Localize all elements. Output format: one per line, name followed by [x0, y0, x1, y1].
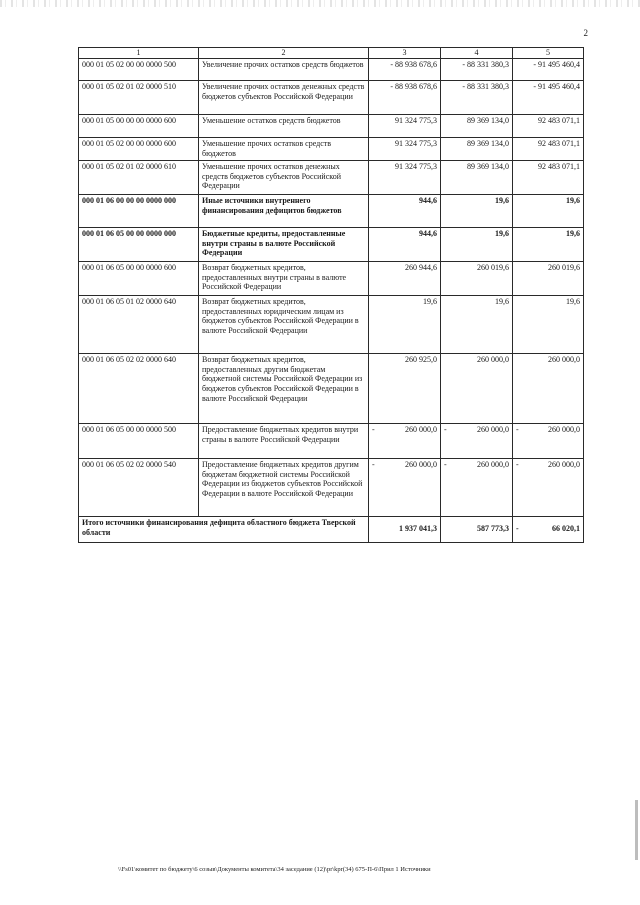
amount-value: 260 000,0: [548, 424, 580, 434]
source-name-cell: Предоставление бюджетных кредитов другим бюджетам бюджетной системы Российской Федерации из бюджетов субъектов Российской Федерации в валюте Российской Федерации: [199, 458, 369, 516]
header-col-2: 2: [199, 48, 369, 59]
budget-code-cell: 000 01 05 02 01 02 0000 610: [79, 160, 199, 194]
source-name-cell: Возврат бюджетных кредитов, предоставленных внутри страны в валюте Российской Федерации: [199, 261, 369, 295]
amount-cell: 260 944,6: [369, 261, 441, 295]
source-name-cell: Уменьшение прочих остатков денежных средств бюджетов субъектов Российской Федерации: [199, 160, 369, 194]
budget-code-cell: 000 01 06 05 00 00 0000 500: [79, 423, 199, 458]
amount-cell: 19,6: [513, 295, 584, 353]
amount-cell: 91 324 775,3: [369, 114, 441, 137]
amount-cell: 92 483 071,1: [513, 160, 584, 194]
source-name-cell: Иные источники внутреннего финансирования дефицитов бюджетов: [199, 194, 369, 227]
source-name-cell: Предоставление бюджетных кредитов внутри страны в валюте Российской Федерации: [199, 423, 369, 458]
amount-value: 260 000,0: [548, 459, 580, 469]
amount-cell: [513, 423, 584, 458]
amount-cell: 19,6: [441, 295, 513, 353]
budget-code-cell: 000 01 06 00 00 00 0000 000: [79, 194, 199, 227]
budget-code-cell: 000 01 05 02 00 00 0000 600: [79, 137, 199, 160]
amount-value: 260 000,0: [477, 459, 509, 469]
budget-code-cell: 000 01 06 05 00 00 0000 000: [79, 227, 199, 261]
amount-cell: [369, 423, 441, 458]
source-name-cell: Уменьшение прочих остатков средств бюджетов: [199, 137, 369, 160]
minus-sign: -: [372, 424, 375, 434]
amount-cell: 19,6: [369, 295, 441, 353]
amount-cell: 260 000,0: [441, 353, 513, 423]
amount-cell: 92 483 071,1: [513, 114, 584, 137]
amount-cell: [441, 423, 513, 458]
table-row: [79, 458, 584, 516]
amount-cell: 89 369 134,0: [441, 137, 513, 160]
table-row: [79, 261, 584, 295]
amount-cell: 944,6: [369, 227, 441, 261]
amount-cell: 19,6: [513, 194, 584, 227]
budget-code-cell: 000 01 06 05 02 02 0000 540: [79, 458, 199, 516]
amount-cell: - 91 495 460,4: [513, 58, 584, 80]
source-name-cell: Уменьшение остатков средств бюджетов: [199, 114, 369, 137]
amount-cell: 92 483 071,1: [513, 137, 584, 160]
amount-cell: 19,6: [513, 227, 584, 261]
amount-cell: 944,6: [369, 194, 441, 227]
amount-cell: 260 019,6: [441, 261, 513, 295]
budget-code-cell: 000 01 06 05 01 02 0000 640: [79, 295, 199, 353]
total-amount-value: 66 020,1: [552, 524, 580, 534]
total-amount-cell: [441, 516, 513, 542]
total-amount-cell: [369, 516, 441, 542]
budget-code-cell: 000 01 05 02 01 02 0000 510: [79, 80, 199, 114]
minus-sign: -: [372, 459, 375, 469]
amount-cell: [513, 458, 584, 516]
amount-cell: - 88 938 678,6: [369, 80, 441, 114]
total-amount-value: 1 937 041,3: [399, 524, 437, 534]
amount-cell: - 88 938 678,6: [369, 58, 441, 80]
table-row: [79, 137, 584, 160]
table-row: [79, 114, 584, 137]
amount-cell: - 91 495 460,4: [513, 80, 584, 114]
amount-cell: 260 019,6: [513, 261, 584, 295]
source-name-cell: Увеличение прочих остатков денежных средств бюджетов субъектов Российской Федерации: [199, 80, 369, 114]
total-amount-value: 587 773,3: [477, 524, 509, 534]
table-row: [79, 295, 584, 353]
total-amount-cell: [513, 516, 584, 542]
table-row: [79, 353, 584, 423]
minus-sign: -: [444, 459, 447, 469]
table-row: [79, 423, 584, 458]
budget-code-cell: 000 01 06 05 00 00 0000 600: [79, 261, 199, 295]
file-path-footer: \\Fs01\комитет по бюджету\6 созыв\Документы комитета\34 заседание (12)\pr\kpr(34) 675-П-6\Прил 1 Источники: [118, 866, 431, 873]
total-label: Итого источники финансирования дефицита областного бюджета Тверской области: [79, 516, 369, 542]
financing-sources-table: [78, 47, 584, 543]
table-row: [79, 58, 584, 80]
budget-code-cell: 000 01 05 02 00 00 0000 500: [79, 58, 199, 80]
amount-cell: 260 925,0: [369, 353, 441, 423]
amount-cell: 89 369 134,0: [441, 114, 513, 137]
source-name-cell: Возврат бюджетных кредитов, предоставленных другим бюджетам бюджетной системы Российской Федерации из бюджетов субъектов Российской Федерации в валюте Российской Федерации: [199, 353, 369, 423]
amount-cell: 91 324 775,3: [369, 137, 441, 160]
minus-sign: -: [516, 424, 519, 434]
total-row: [79, 516, 584, 542]
amount-cell: [441, 458, 513, 516]
scan-top-artifact: [0, 0, 640, 7]
table-row: [79, 227, 584, 261]
table-row: [79, 80, 584, 114]
table-row: [79, 194, 584, 227]
source-name-cell: Увеличение прочих остатков средств бюджетов: [199, 58, 369, 80]
source-name-cell: Возврат бюджетных кредитов, предоставленных юридическим лицам из бюджетов субъектов Российской Федерации в валюте Российской Федерации: [199, 295, 369, 353]
table-header-row: [79, 48, 584, 59]
amount-value: 260 000,0: [477, 424, 509, 434]
amount-cell: - 88 331 380,3: [441, 58, 513, 80]
budget-code-cell: 000 01 05 00 00 00 0000 600: [79, 114, 199, 137]
amount-cell: 19,6: [441, 227, 513, 261]
scan-edge-artifact: [635, 800, 638, 860]
amount-cell: 91 324 775,3: [369, 160, 441, 194]
budget-code-cell: 000 01 06 05 02 02 0000 640: [79, 353, 199, 423]
header-col-5: 5: [513, 48, 584, 59]
table-row: [79, 160, 584, 194]
amount-cell: [369, 458, 441, 516]
amount-value: 260 000,0: [405, 424, 437, 434]
page-number: 2: [583, 28, 588, 38]
source-name-cell: Бюджетные кредиты, предоставленные внутри страны в валюте Российской Федерации: [199, 227, 369, 261]
amount-cell: - 88 331 380,3: [441, 80, 513, 114]
header-col-3: 3: [369, 48, 441, 59]
amount-cell: 89 369 134,0: [441, 160, 513, 194]
minus-sign: -: [516, 524, 519, 534]
amount-value: 260 000,0: [405, 459, 437, 469]
minus-sign: -: [444, 424, 447, 434]
header-col-1: 1: [79, 48, 199, 59]
amount-cell: 260 000,0: [513, 353, 584, 423]
amount-cell: 19,6: [441, 194, 513, 227]
minus-sign: -: [516, 459, 519, 469]
header-col-4: 4: [441, 48, 513, 59]
